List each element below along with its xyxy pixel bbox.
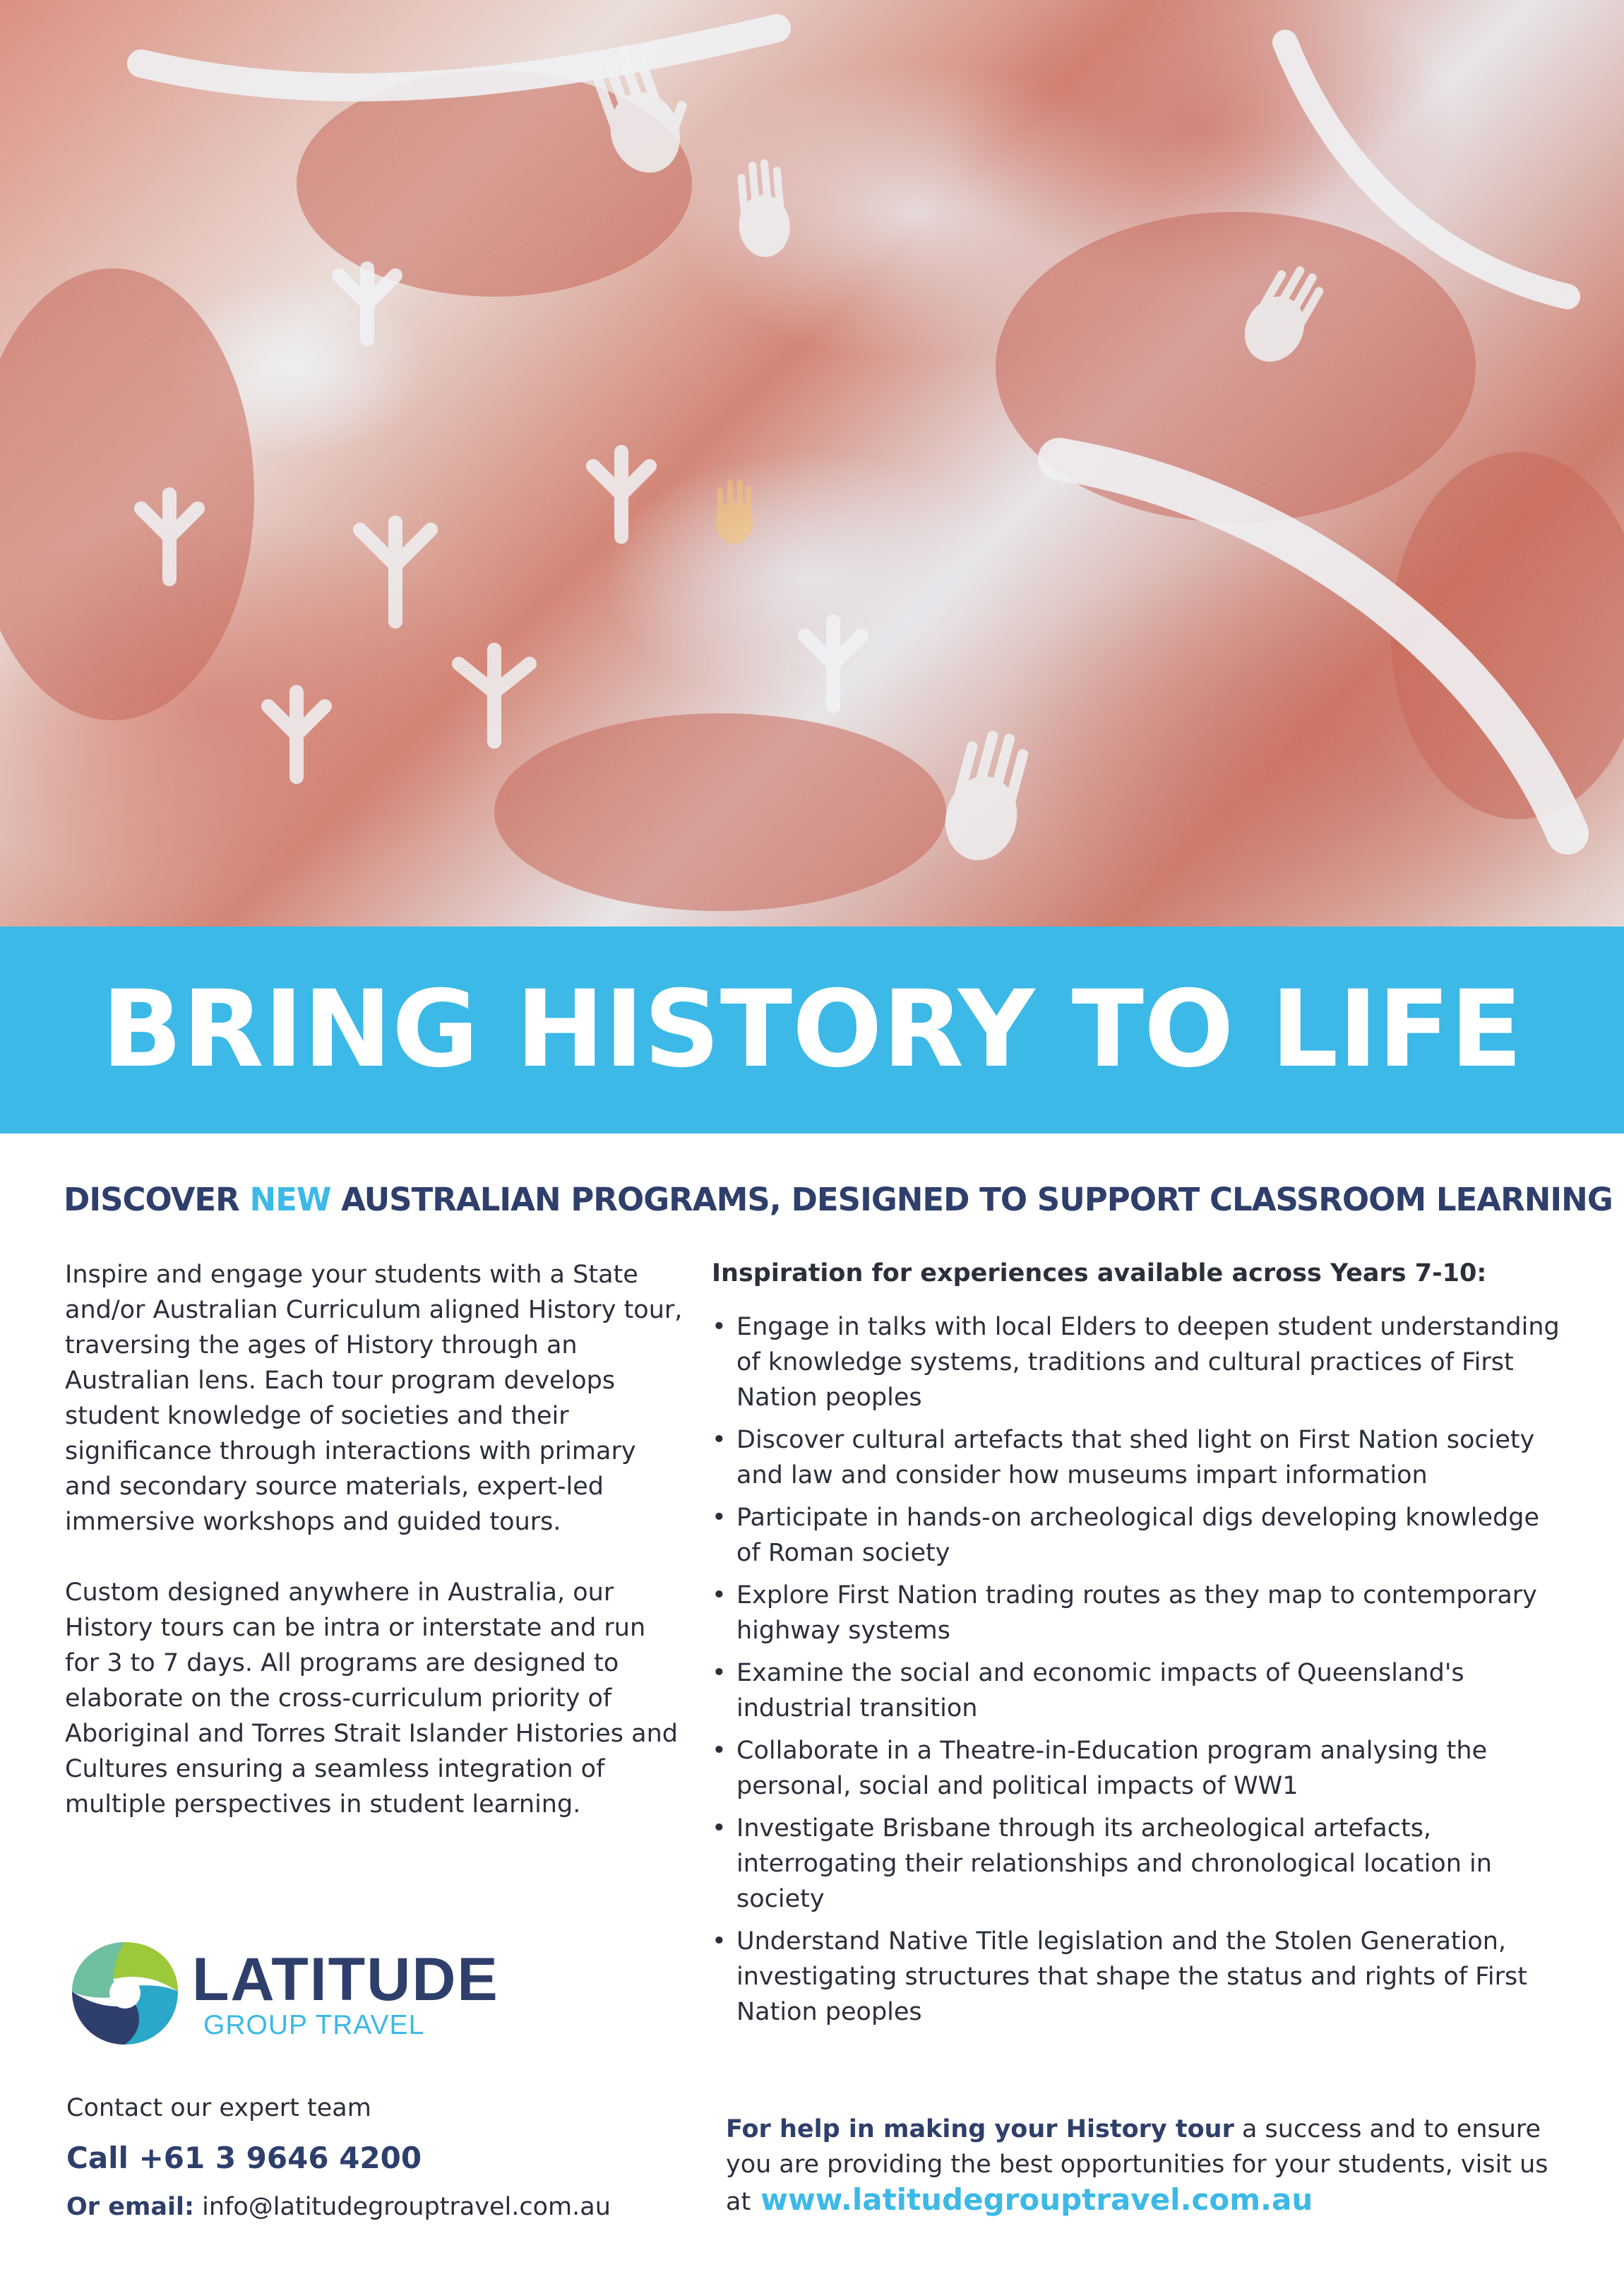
intro-paragraph-2: Custom designed anywhere in Australia, our History tours can be intra or interstate and run for 3 to 7 days. All programs are designed to elaborate on the cross-curriculum priority of Aboriginal and Torres Strait Islander Histories and Cultures ensuring a seamless integration of multiple perspectives in student learning. xyxy=(65,1578,679,1819)
list-item-text: Investigate Brisbane through its archeological artefacts, interrogating their relationships and chronological location in society xyxy=(736,1814,1492,1913)
subheading-part1: DISCOVER xyxy=(64,1181,250,1218)
subheading xyxy=(64,1181,1613,1218)
email-link[interactable]: info@latitudegrouptravel.com.au xyxy=(202,2193,611,2221)
experiences-heading: Inspiration for experiences available across Years 7-10: xyxy=(712,1259,1487,1287)
rock-art-illustration xyxy=(0,0,1624,927)
cta-strong: For help in making your History tour xyxy=(726,2115,1234,2143)
headline: BRING HISTORY TO LIFE xyxy=(101,968,1523,1091)
experiences-column xyxy=(712,1256,1566,2037)
bullet-icon: • xyxy=(712,1737,727,1765)
list-item xyxy=(712,1811,1566,1917)
email-label: Or email: xyxy=(66,2193,195,2221)
email-line xyxy=(66,2189,611,2225)
list-item xyxy=(712,1924,1566,2030)
footer-cta xyxy=(726,2112,1573,2220)
list-item-text: Collaborate in a Theatre-in-Education program analysing the personal, social and political impacts of WW1 xyxy=(736,1737,1488,1800)
logo-brand-text: LATITUDE xyxy=(192,1946,499,2013)
contact-label: Contact our expert team xyxy=(66,2094,371,2122)
list-item xyxy=(712,1733,1566,1804)
latitude-emblem-icon xyxy=(65,1935,185,2048)
list-item xyxy=(712,1500,1566,1571)
phone-link[interactable]: Call +61 3 9646 4200 xyxy=(66,2141,422,2175)
hero-image xyxy=(0,0,1624,927)
website-link[interactable]: www.latitudegrouptravel.com.au xyxy=(760,2182,1313,2217)
subheading-accent: NEW xyxy=(249,1181,331,1218)
subheading-part2: AUSTRALIAN PROGRAMS, DESIGNED TO SUPPORT CLASSROOM LEARNING xyxy=(330,1181,1613,1218)
list-item-text: Examine the social and economic impacts of Queensland's industrial transition xyxy=(736,1659,1464,1722)
bullet-icon: • xyxy=(712,1581,727,1609)
bullet-icon: • xyxy=(712,1504,727,1532)
list-item xyxy=(712,1422,1566,1493)
latitude-logo xyxy=(65,1935,573,2048)
headline-banner xyxy=(0,927,1624,1133)
intro-paragraph-1: Inspire and engage your students with a State and/or Australian Curriculum aligned History tour, traversing the ages of History through an Australian lens. Each tour program develops student knowledge of societies and their significance through interactions with primary and secondary source materials, expert-led immersive workshops and guided tours. xyxy=(65,1261,683,1536)
bullet-icon: • xyxy=(712,1814,727,1843)
logo-tagline: GROUP TRAVEL xyxy=(203,2010,425,2040)
list-item-text: Discover cultural artefacts that shed light on First Nation society and law and consider how museums impart information xyxy=(736,1426,1535,1489)
bullet-icon: • xyxy=(712,1659,727,1687)
list-item-text: Understand Native Title legislation and the Stolen Generation, investigating structures that shape the status and rights of First Nation peoples xyxy=(736,1927,1527,2026)
list-item xyxy=(712,1578,1566,1648)
list-item-text: Explore First Nation trading routes as they map to contemporary highway systems xyxy=(736,1581,1537,1645)
bullet-icon: • xyxy=(712,1426,727,1454)
bullet-icon: • xyxy=(712,1927,727,1956)
experiences-list xyxy=(712,1309,1566,2030)
list-item xyxy=(712,1655,1566,1726)
list-item-text: Participate in hands-on archeological digs developing knowledge of Roman society xyxy=(736,1504,1540,1567)
list-item-text: Engage in talks with local Elders to deepen student understanding of knowledge systems, traditions and cultural practices of First Nation peoples xyxy=(736,1313,1560,1412)
intro-column xyxy=(65,1257,686,1822)
bullet-icon: • xyxy=(712,1313,727,1341)
cta-text: a success and to ensure you are providing the best opportunities for your students, visit us at xyxy=(726,2115,1548,2216)
list-item xyxy=(712,1309,1566,1415)
